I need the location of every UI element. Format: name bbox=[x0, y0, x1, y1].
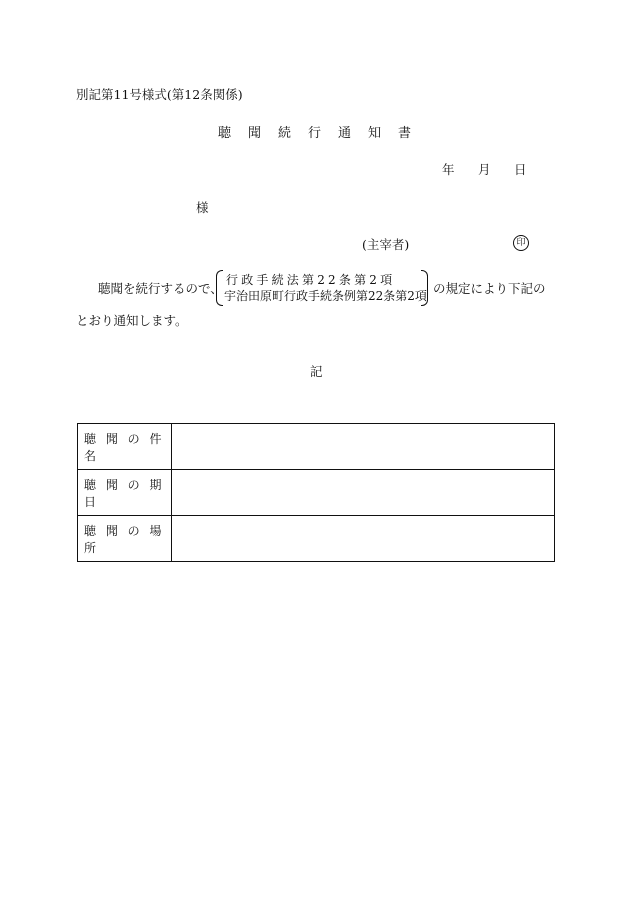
title-char: 書 bbox=[398, 126, 412, 141]
seal-mark: 印 bbox=[513, 235, 529, 251]
addressee-suffix: 様 bbox=[196, 200, 209, 215]
document-title bbox=[218, 122, 428, 141]
date-month: 月 bbox=[478, 162, 491, 177]
title-char: 聞 bbox=[248, 126, 262, 141]
body-lead-text: 聴聞を続行するので、 bbox=[98, 281, 223, 296]
details-table bbox=[77, 423, 555, 562]
row-value-field[interactable] bbox=[172, 470, 555, 516]
table-row bbox=[78, 424, 555, 470]
body-second-line: とおり通知します。 bbox=[76, 313, 188, 328]
row-value-field[interactable] bbox=[172, 516, 555, 562]
date-day: 日 bbox=[514, 162, 527, 177]
row-label: 聴 聞 の 件 名 bbox=[78, 424, 172, 470]
title-char: 知 bbox=[368, 126, 382, 141]
title-char: 行 bbox=[308, 126, 322, 141]
date-line bbox=[442, 160, 527, 178]
date-year: 年 bbox=[442, 162, 455, 177]
row-label: 聴 聞 の 場 所 bbox=[78, 516, 172, 562]
table-row bbox=[78, 516, 555, 562]
form-number: 別記第11号様式(第12条関係) bbox=[76, 87, 243, 102]
ki-heading: 記 bbox=[310, 364, 323, 379]
body-trail-text: の規定により下記の bbox=[433, 281, 546, 296]
table-row bbox=[78, 470, 555, 516]
row-label: 聴 聞 の 期 日 bbox=[78, 470, 172, 516]
title-char: 聴 bbox=[218, 126, 232, 141]
title-char: 通 bbox=[338, 126, 352, 141]
law-option-a: 行政手続法第22条第2項 bbox=[226, 273, 396, 287]
title-char: 続 bbox=[278, 126, 292, 141]
presider-label: (主宰者) bbox=[362, 237, 410, 252]
law-option-b: 宇治田原町行政手続条例第22条第2項 bbox=[224, 289, 427, 303]
row-value-field[interactable] bbox=[172, 424, 555, 470]
bracket-left bbox=[216, 270, 223, 306]
